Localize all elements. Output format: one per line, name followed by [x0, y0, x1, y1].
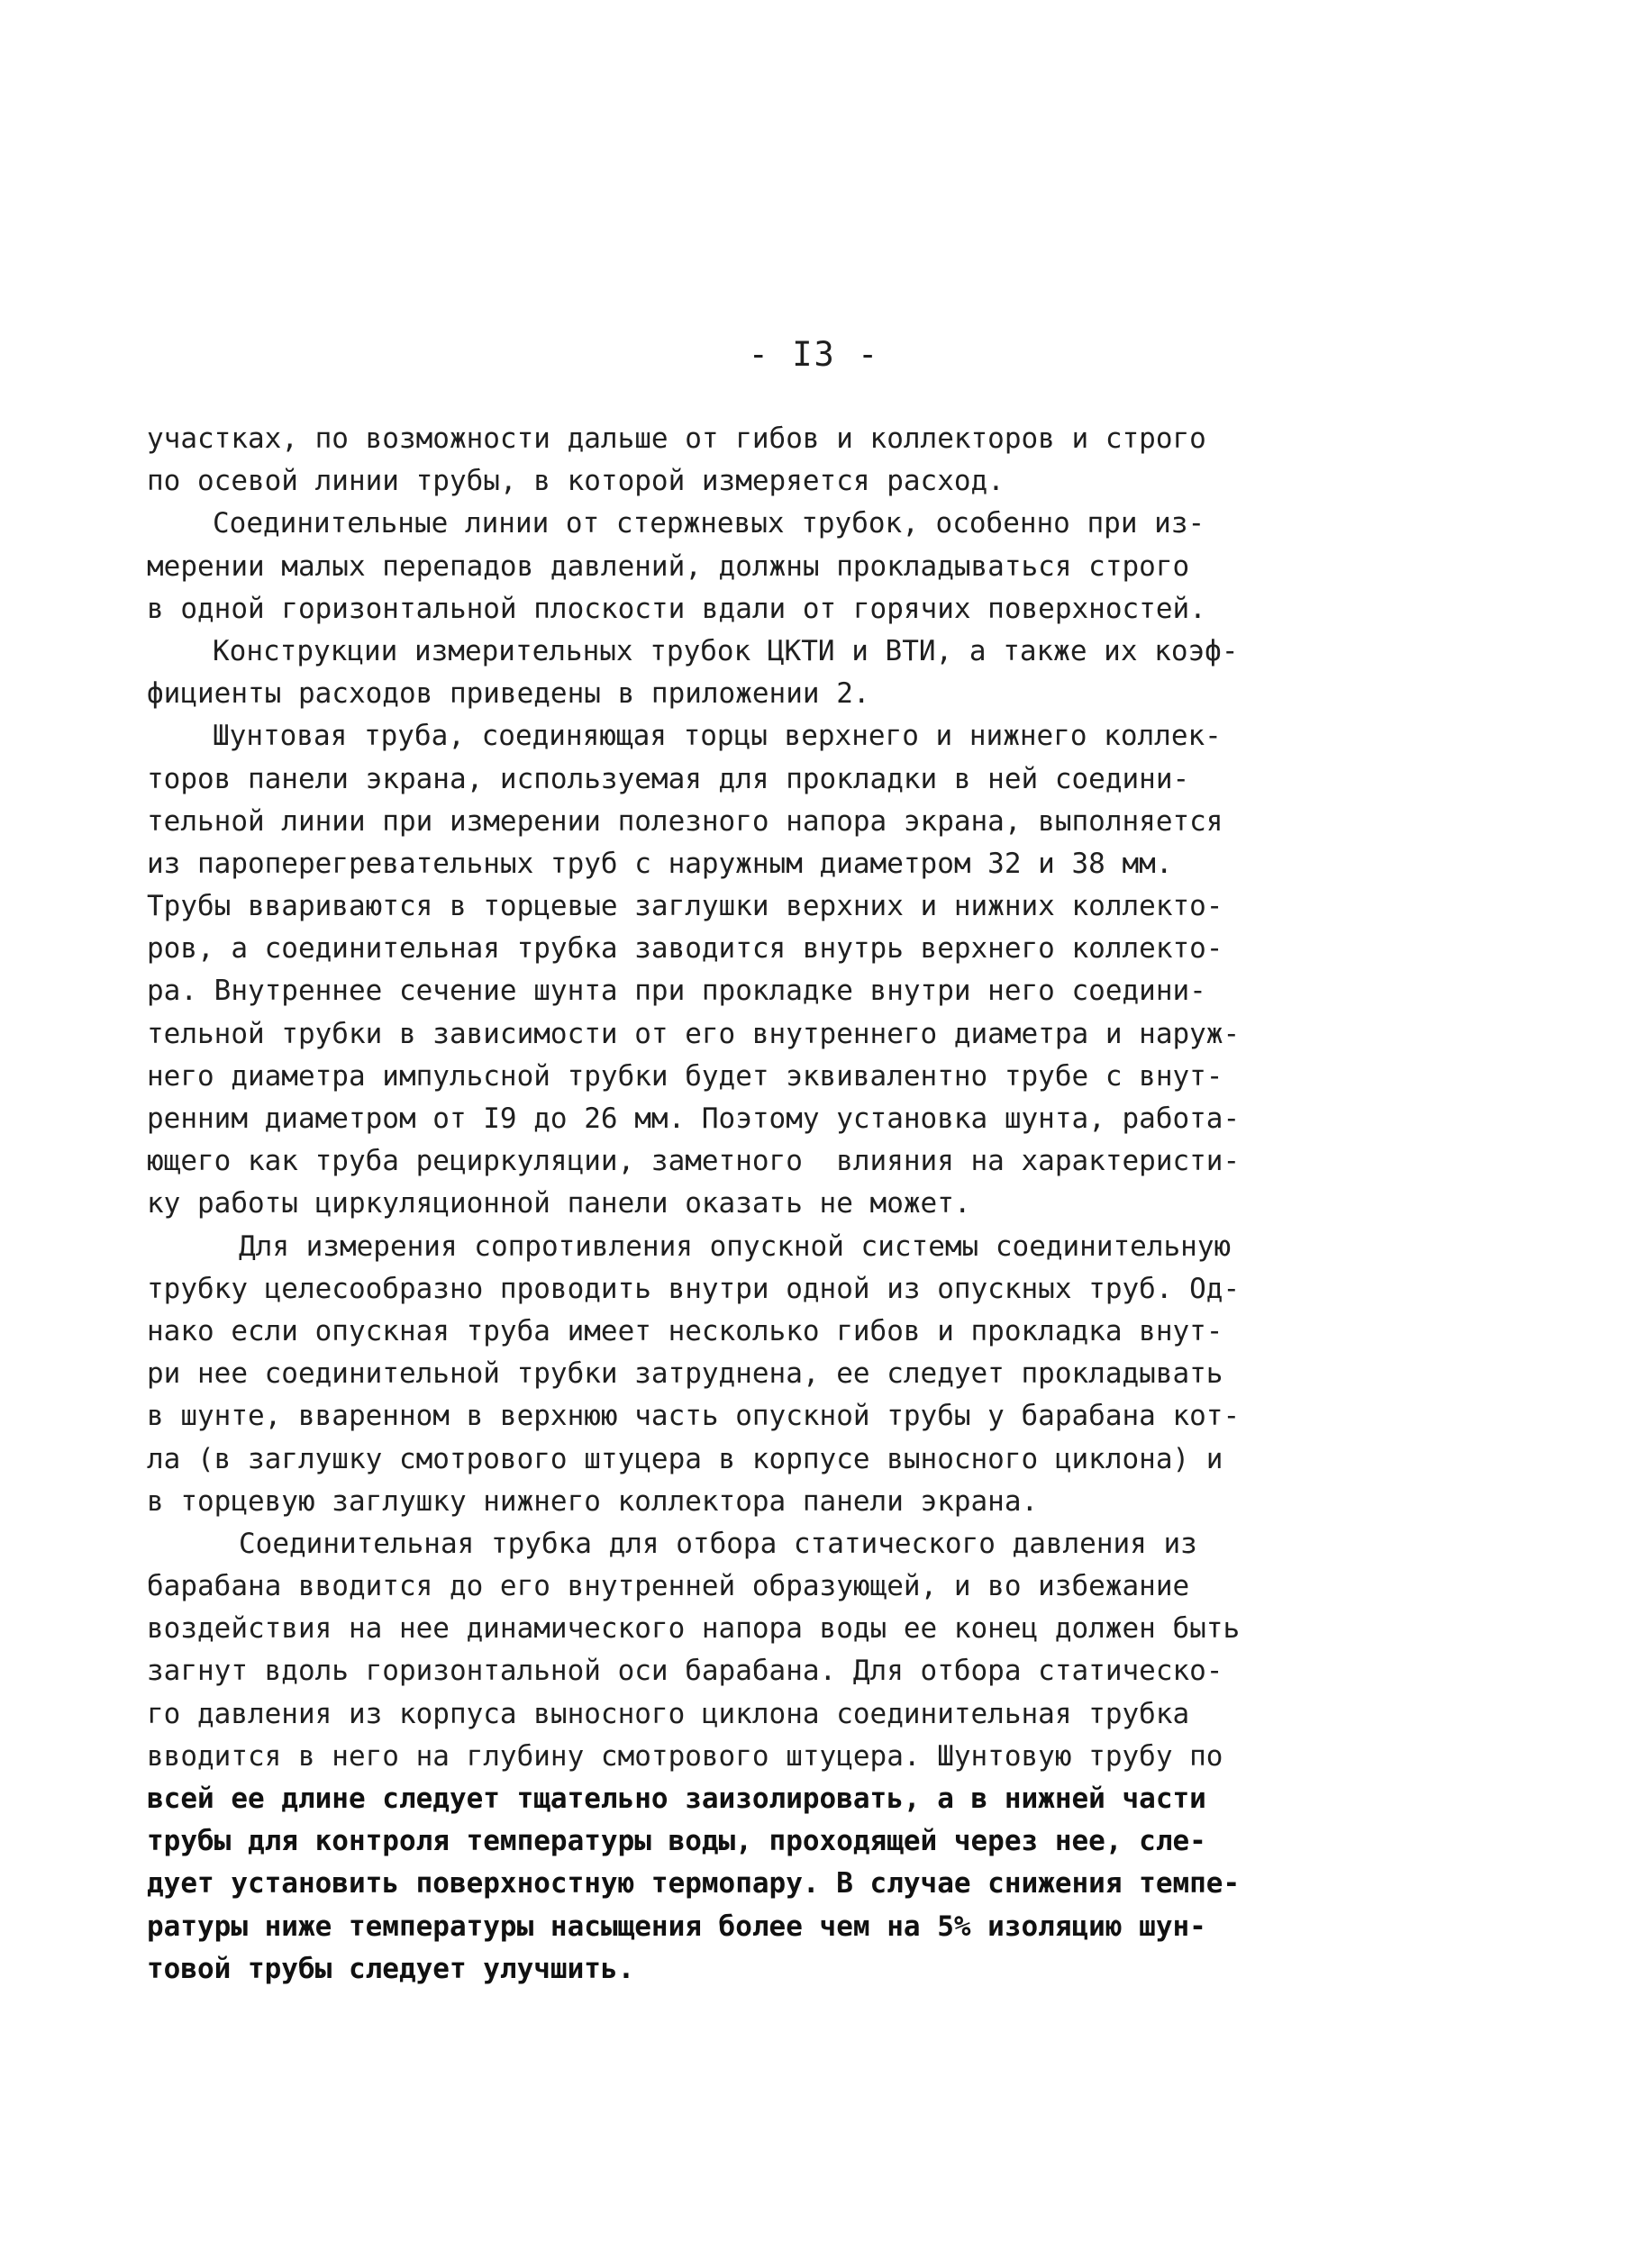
- text-line: в шунте, вваренном в верхнюю часть опускной трубы у барабана кот-: [147, 1400, 1241, 1433]
- text-line: воздействия на нее динамического напора воды ее конец должен быть: [147, 1612, 1241, 1646]
- text-line: загнут вдоль горизонтальной оси барабана. Для отбора статическо-: [147, 1655, 1223, 1688]
- text-line: Для измерения сопротивления опускной системы соединительную: [239, 1229, 1232, 1263]
- text-line: ратуры ниже температуры насыщения более чем на 5% изоляцию шун-: [147, 1910, 1206, 1943]
- text-line: Конструкции измерительных трубок ЦКТИ и ВТИ, а также их коэф-: [213, 634, 1239, 667]
- text-line: барабана вводится до его внутренней образующей, и во избежание: [147, 1570, 1190, 1603]
- text-line: него диаметра импульсной трубки будет эквивалентно трубе с внут-: [147, 1059, 1223, 1093]
- text-line: ра. Внутреннее сечение шунта при прокладке внутри него соедини-: [147, 975, 1206, 1008]
- body-text: [147, 418, 1300, 1991]
- text-line: ров, а соединительная трубка заводится внутрь верхнего коллекто-: [147, 932, 1223, 966]
- text-line: Соединительные линии от стержневых трубок, особенно при из-: [213, 507, 1205, 540]
- text-line: всей ее длине следует тщательно заизолировать, а в нижней части: [147, 1783, 1206, 1815]
- text-line: фициенты расходов приведены в приложении 2.: [147, 677, 870, 711]
- text-line: ренним диаметром от I9 до 26 мм. Поэтому установка шунта, работа-: [147, 1102, 1241, 1135]
- text-line: торов панели экрана, используемая для прокладки в ней соедини-: [147, 762, 1190, 795]
- text-line: го давления из корпуса выносного циклона соединительная трубка: [147, 1697, 1190, 1730]
- text-line: в одной горизонтальной плоскости вдали от горячих поверхностей.: [147, 592, 1206, 625]
- page-number: - I3 -: [748, 335, 880, 374]
- text-line: в торцевую заглушку нижнего коллектора панели экрана.: [147, 1484, 1039, 1518]
- text-line: Трубы ввариваются в торцевые заглушки верхних и нижних коллекто-: [147, 890, 1223, 923]
- text-line: трубку целесообразно проводить внутри одной из опускных труб. Од-: [147, 1272, 1241, 1305]
- text-line: трубы для контроля температуры воды, проходящей через нее, сле-: [147, 1825, 1206, 1858]
- text-line: мерении малых перепадов давлений, должны прокладываться строго: [147, 549, 1190, 583]
- text-line: Шунтовая труба, соединяющая торцы верхнего и нижнего коллек-: [213, 720, 1222, 753]
- text-line: ри нее соединительной трубки затруднена, ее следует прокладывать: [147, 1357, 1223, 1391]
- text-line: товой трубы следует улучшить.: [147, 1952, 635, 1985]
- text-line: ла (в заглушку смотрового штуцера в корпусе выносного циклона) и: [147, 1442, 1223, 1475]
- text-line: нако если опускная труба имеет несколько гибов и прокладка внут-: [147, 1314, 1223, 1347]
- text-line: дует установить поверхностную термопару. В случае снижения темпе-: [147, 1867, 1241, 1901]
- text-line: по осевой линии трубы, в которой измеряется расход.: [147, 465, 1005, 498]
- text-line: вводится в него на глубину смотрового штуцера. Шунтовую трубу по: [147, 1739, 1223, 1773]
- text-line: ку работы циркуляционной панели оказать не может.: [147, 1187, 971, 1220]
- text-line: ющего как труба рециркуляции, заметного влияния на характеристи-: [147, 1145, 1241, 1178]
- text-line: участках, по возможности дальше от гибов и коллекторов и строго: [147, 422, 1206, 455]
- text-line: тельной трубки в зависимости от его внутреннего диаметра и наруж-: [147, 1017, 1241, 1050]
- text-line: Соединительная трубка для отбора статического давления из: [239, 1527, 1197, 1560]
- text-line: тельной линии при измерении полезного напора экрана, выполняется: [147, 804, 1223, 838]
- text-line: из пароперегревательных труб с наружным диаметром 32 и 38 мм.: [147, 847, 1173, 880]
